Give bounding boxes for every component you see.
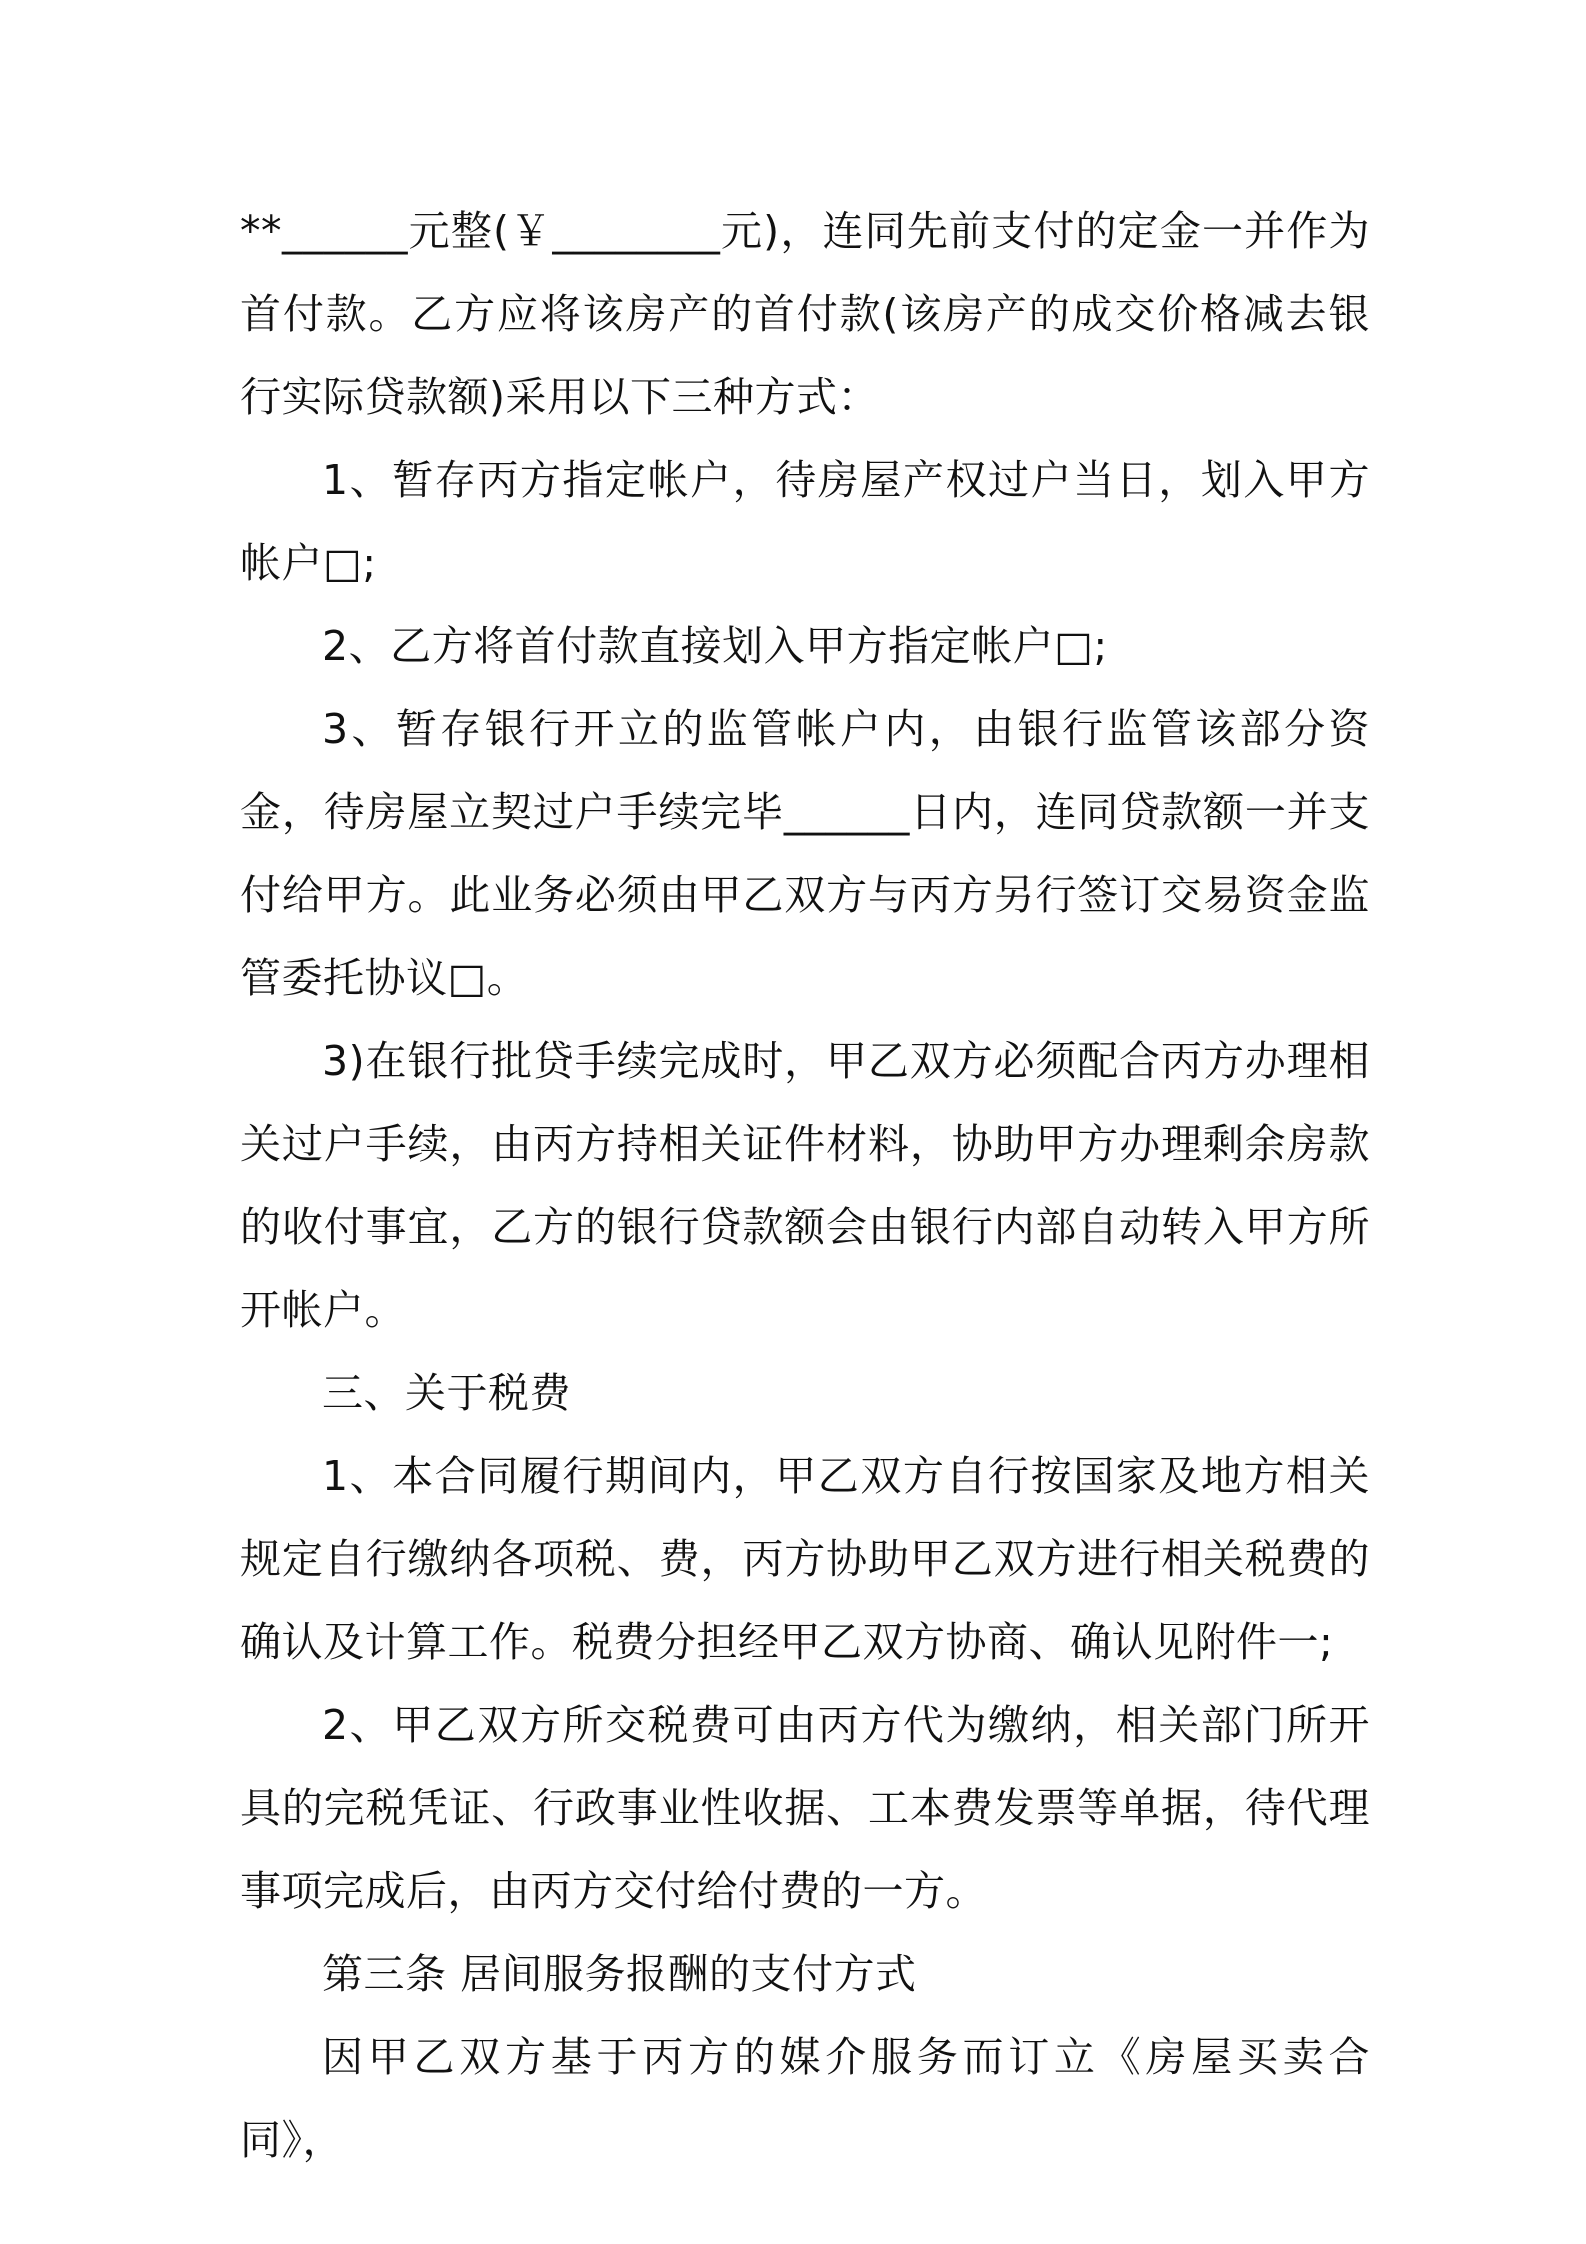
paragraph-option-1: 1、暂存丙方指定帐户，待房屋产权过户当日，划入甲方帐户□; <box>240 456 1370 587</box>
paragraph-option-3: 3、暂存银行开立的监管帐户内，由银行监管该部分资金，待房屋立契过户手续完毕______日内，连同贷款额一并支付给甲方。此业务必须由甲乙双方与丙方另行签订交易资金监管委托协议□。 <box>240 705 1370 1002</box>
document-body <box>240 190 1370 2182</box>
paragraph-tax-2: 2、甲乙双方所交税费可由丙方代为缴纳，相关部门所开具的完税凭证、行政事业性收据、工本费发票等单据，待代理事项完成后，由丙方交付给付费的一方。 <box>240 1701 1370 1915</box>
paragraph-article-3-intro: 因甲乙双方基于丙方的媒介服务而订立《房屋买卖合同》， <box>240 2033 1370 2164</box>
paragraph-tax-1: 1、本合同履行期间内，甲乙双方自行按国家及地方相关规定自行缴纳各项税、费，丙方协助甲乙双方进行相关税费的确认及计算工作。税费分担经甲乙双方协商、确认见附件一; <box>240 1452 1370 1666</box>
paragraph-payment-intro: **______元整(￥________元)，连同先前支付的定金一并作为首付款。乙方应将该房产的首付款(该房产的成交价格减去银行实际贷款额)采用以下三种方式： <box>240 207 1370 421</box>
paragraph-option-2: 2、乙方将首付款直接划入甲方指定帐户□; <box>322 622 1108 670</box>
paragraph-bank-loan: 3)在银行批贷手续完成时，甲乙双方必须配合丙方办理相关过户手续，由丙方持相关证件材料，协助甲方办理剩余房款的收付事宜，乙方的银行贷款额会由银行内部自动转入甲方所开帐户。 <box>240 1037 1370 1334</box>
article-heading-3: 第三条 居间服务报酬的支付方式 <box>322 1950 917 1998</box>
section-heading-taxes: 三、关于税费 <box>322 1369 571 1417</box>
